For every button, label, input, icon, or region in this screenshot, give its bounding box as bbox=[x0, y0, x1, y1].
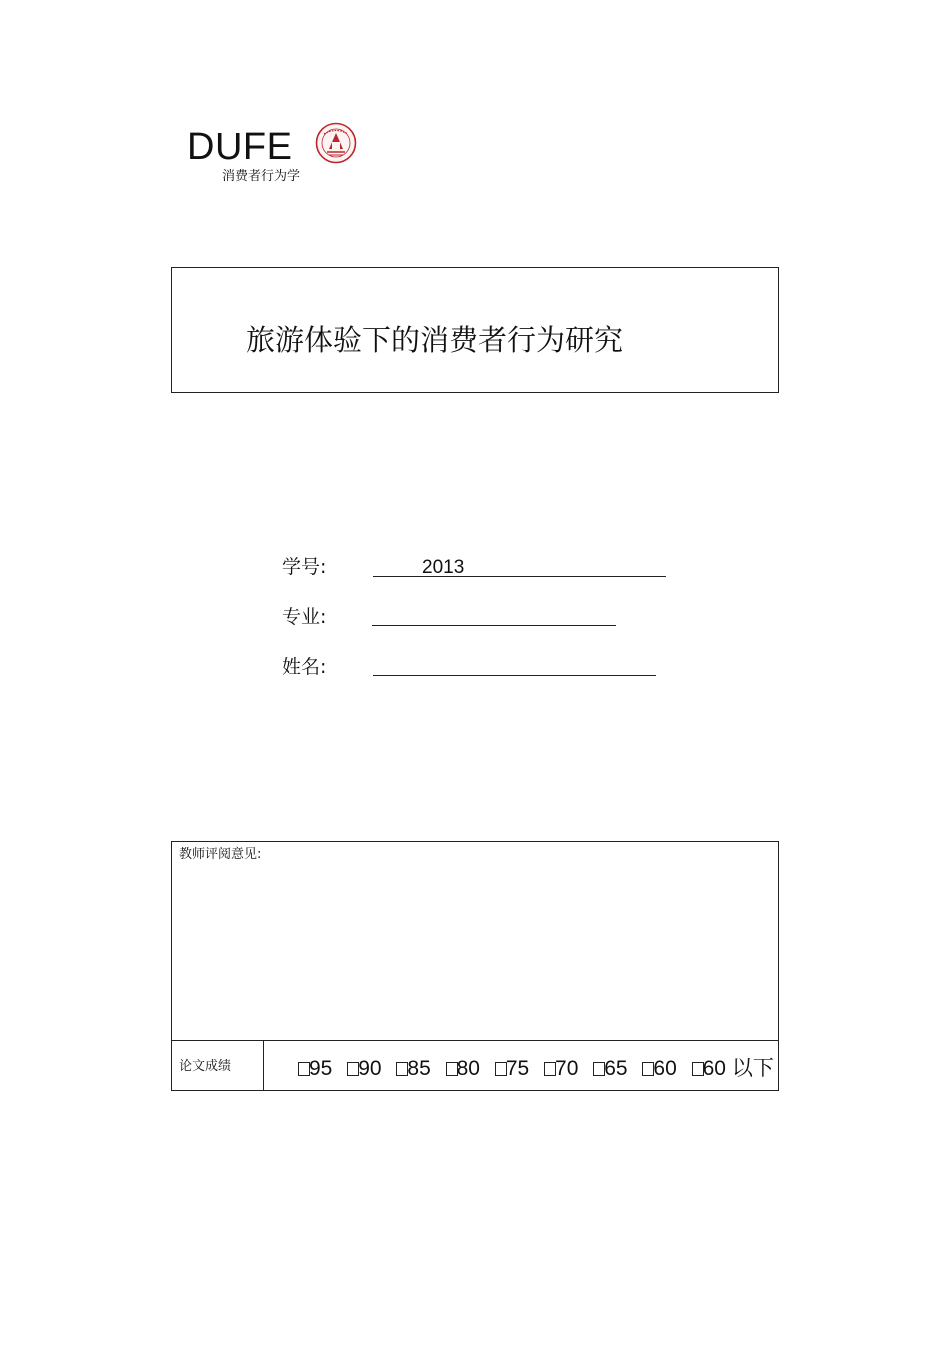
paper-title: 旅游体验下的消费者行为研究 bbox=[246, 323, 624, 357]
course-name: 消费者行为学 bbox=[222, 169, 301, 184]
grade-row bbox=[172, 1040, 778, 1091]
grade-option-95[interactable]: 95 bbox=[298, 1058, 332, 1079]
grade-option-85[interactable]: 85 bbox=[396, 1058, 430, 1079]
student-id-label: 学号: bbox=[282, 556, 327, 578]
title-box bbox=[171, 267, 779, 393]
grade-label: 论文成绩 bbox=[179, 1059, 232, 1074]
university-seal-icon bbox=[315, 122, 357, 164]
review-label: 教师评阅意见: bbox=[179, 847, 262, 862]
review-box bbox=[171, 841, 779, 1091]
grade-option-60[interactable]: 60 bbox=[642, 1058, 676, 1079]
brand-logo-text: DUFE bbox=[187, 126, 293, 168]
major-label: 专业: bbox=[282, 606, 327, 628]
grade-option-90[interactable]: 90 bbox=[347, 1058, 381, 1079]
grade-option-75[interactable]: 75 bbox=[495, 1058, 529, 1079]
grade-options bbox=[298, 1058, 774, 1079]
student-id-value: 2013 bbox=[422, 557, 465, 578]
grade-label-cell bbox=[172, 1041, 264, 1091]
name-field[interactable] bbox=[373, 675, 656, 676]
name-label: 姓名: bbox=[282, 656, 327, 678]
grade-option-70[interactable]: 70 bbox=[544, 1058, 578, 1079]
grade-option-65[interactable]: 65 bbox=[593, 1058, 627, 1079]
grade-option-below-60[interactable]: 60 以下 bbox=[692, 1058, 774, 1079]
student-id-field[interactable] bbox=[373, 576, 666, 577]
major-field[interactable] bbox=[372, 625, 616, 626]
grade-option-80[interactable]: 80 bbox=[446, 1058, 480, 1079]
